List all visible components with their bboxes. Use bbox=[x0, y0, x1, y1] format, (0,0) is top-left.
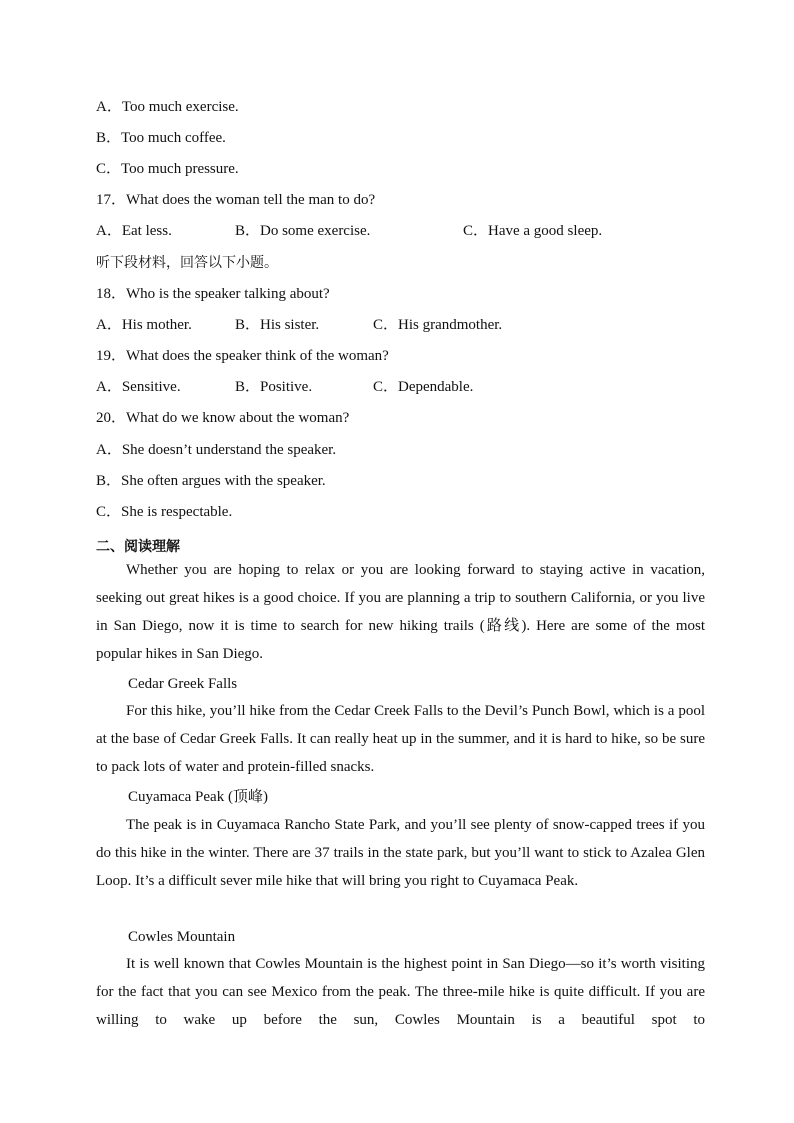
q19-options bbox=[96, 377, 706, 397]
q18-option-b: B．His sister. bbox=[235, 317, 320, 333]
q16-option-c: C．Too much pressure. bbox=[96, 161, 239, 177]
hike-1-text: For this hike, you’ll hike from the Cedar Creek Falls to the Devil’s Punch Bowl, which is a pool at the base of Cedar Greek Falls. It can really heat up in the summer, and it is hard to hike, so be sure to pack lots of water and protein-filled snacks. bbox=[96, 703, 705, 775]
q16-option-b: B．Too much coffee. bbox=[96, 130, 226, 146]
q19-option-b: B．Positive. bbox=[235, 379, 313, 395]
q20-option-a: A．She doesn’t understand the speaker. bbox=[96, 442, 337, 458]
q20-question: 20．What do we know about the woman? bbox=[96, 410, 350, 426]
q19-question: 19．What does the speaker think of the woman? bbox=[96, 348, 389, 364]
q16-option-a: A．Too much exercise. bbox=[96, 99, 239, 115]
q18-question: 18．Who is the speaker talking about? bbox=[96, 286, 330, 302]
q18-option-c: C．His grandmother. bbox=[373, 317, 503, 333]
q19-option-c: C．Dependable. bbox=[373, 379, 474, 395]
q20-option-b: B．She often argues with the speaker. bbox=[96, 473, 326, 489]
q17-question: 17．What does the woman tell the man to do? bbox=[96, 192, 376, 208]
reading-intro: Whether you are hoping to relax or you are looking forward to staying active in vacation, seeking out great hikes is a good choice. If you are planning a trip to southern California, or you live in San Diego, now it is time to search for new hiking trails (路线). Here are some of the most popular hikes in San Diego. bbox=[96, 562, 705, 662]
hike-3-text: It is well known that Cowles Mountain is the highest point in San Diego—so it’s worth visiting for the fact that you can see Mexico from the peak. The three-mile hike is quite difficult. If you are willing to wake up before the sun, Cowles Mountain is a beautiful spot to bbox=[96, 956, 705, 1028]
hike-2-text: The peak is in Cuyamaca Rancho State Park, and you’ll see plenty of snow-capped trees if you do this hike in the winter. There are 37 trails in the state park, but you’ll want to stick to Azalea Glen Loop. It’s a difficult sever mile hike that will bring you right to Cuyamaca Peak. bbox=[96, 817, 705, 889]
q17-option-a: A．Eat less. bbox=[96, 223, 172, 239]
listening-instruction: 听下段材料，回答以下小题。 bbox=[96, 255, 278, 271]
q17-option-c: C．Have a good sleep. bbox=[463, 223, 603, 239]
section-heading: 二、阅读理解 bbox=[96, 539, 180, 555]
q17-option-b: B．Do some exercise. bbox=[235, 223, 371, 239]
q20-option-c: C．She is respectable. bbox=[96, 504, 233, 520]
q17-options bbox=[96, 221, 706, 241]
hike-1-title: Cedar Greek Falls bbox=[128, 676, 238, 692]
hike-2-title: Cuyamaca Peak (顶峰) bbox=[128, 789, 268, 805]
q18-option-a: A．His mother. bbox=[96, 317, 192, 333]
q19-option-a: A．Sensitive. bbox=[96, 379, 181, 395]
q18-options bbox=[96, 315, 706, 335]
hike-3-title: Cowles Mountain bbox=[128, 929, 236, 945]
